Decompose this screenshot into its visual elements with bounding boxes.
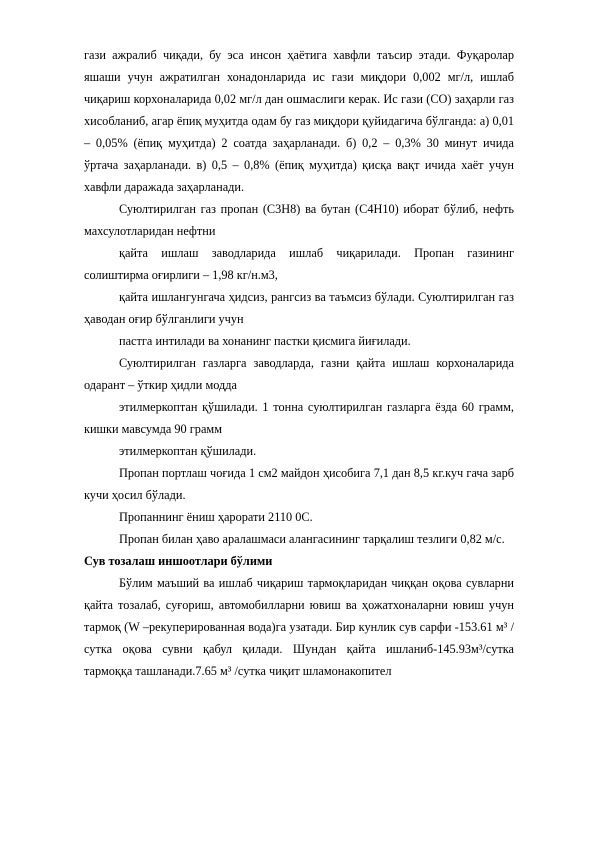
paragraph-12: Бўлим маъший ва ишлаб чиқариш тармоқларидан чиққан оқова сувларни қайта тозалаб, суғориш, автомобилларни ювиш ва ҳожатхоналарни ювиш учун тармоқ (W –рекуперированная вода)га узатади. Бир кунлик сув сарфи -153.61 м³ /сутка оқова сувни қабул қилади. Шундан қайта ишланиб-145.93м³/сутка тармоққа ташланади.7.65 м³ /сутка чиқит шламонакопител [84, 576, 514, 678]
paragraph-4: қайта ишлангунгача ҳидсиз, рангсиз ва таъмсиз бўлади. Суюлтирилган газ ҳаводан оғир бўлганлиги учун [84, 290, 514, 326]
paragraph-8: этилмеркоптан қўшилади. [119, 444, 257, 458]
paragraph-5: пастга интилади ва хонанинг пастки қисмига йиғилади. [119, 334, 411, 348]
document-page [84, 44, 514, 682]
paragraph-11: Пропан билан ҳаво аралашмаси алангасининг тарқалиш тезлиги 0,82 м/с. [119, 532, 505, 546]
paragraph-3: қайта ишлаш заводларида ишлаб чиқарилади. Пропан газининг солиштирма оғирлиги – 1,98 кг/н.м3, [84, 246, 514, 282]
paragraph-6: Суюлтирилган газларга заводларда, газни қайта ишлаш корхоналарида одарант – ўткир ҳидли модда [84, 356, 514, 392]
paragraph-7: этилмеркоптан қўшилади. 1 тонна суюлтирилган газларга ёзда 60 грамм, кишки мавсумда 90 грамм [84, 400, 514, 436]
paragraph-10: Пропаннинг ёниш ҳарорати 2110 0С. [119, 510, 313, 524]
paragraph-1: гази ажралиб чиқади, бу эса инсон ҳаётига хавфли таъсир этади. Фуқаролар яшаши учун ажратилган хонадонларида ис гази миқдори 0,002 мг/л, ишлаб чиқариш корхоналарида 0,02 мг/л дан ошмаслиги керак. Ис гази (СО) заҳарли газ хисобланиб, агар ёпиқ муҳитда одам бу газ миқдори қуйидагича бўлганда: а) 0,01 – 0,05% (ёпиқ муҳитда) 2 соатда заҳарланади. б) 0,2 – 0,3% 30 минут ичида ўртача заҳарланади. в) 0,5 – 0,8% (ёпиқ муҳитда) қисқа вақт ичида хаёт учун хавфли даражада заҳарланади. [84, 48, 514, 194]
paragraph-2: Суюлтирилган газ пропан (С3Н8) ва бутан (С4Н10) иборат бўлиб, нефть махсулотларидан нефтни [84, 202, 514, 238]
paragraph-9: Пропан портлаш чоғида 1 см2 майдон ҳисобига 7,1 дан 8,5 кг.куч гача зарб кучи ҳосил бўлади. [84, 466, 514, 502]
section-title: Сув тозалаш иншоотлари бўлими [84, 554, 273, 568]
